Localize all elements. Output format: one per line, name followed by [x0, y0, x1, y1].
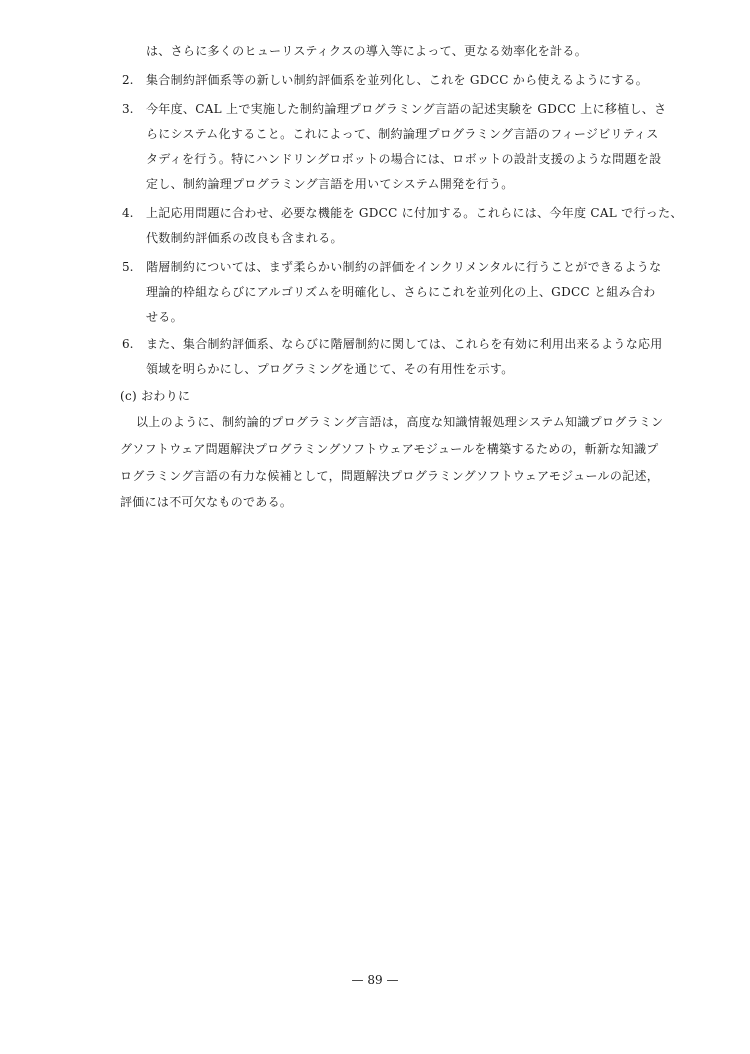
section-line: 評価には不可欠なものである。 [120, 495, 293, 509]
section-line: グソフトウェア問題解決プログラミングソフトウェアモジュールを構築するための，斬新な知識プ [120, 442, 659, 456]
section-heading: (c) おわりに [120, 389, 191, 403]
item-line: 集合制約評価系等の新しい制約評価系を並列化し、これを GDCC から使えるようにする。 [146, 73, 649, 87]
item-line: 代数制約評価系の改良も含まれる。 [146, 231, 343, 245]
item-line: 定し、制約論理プログラミング言語を用いてシステム開発を行う。 [146, 177, 514, 191]
item-line: 領域を明らかにし、プログラミングを通じて、その有用性を示す。 [146, 362, 514, 376]
item-line: また、集合制約評価系、ならびに階層制約に関しては、これらを有効に利用出来るような応用 [146, 337, 663, 351]
item-number: 4. [122, 206, 134, 220]
item-number: 5. [122, 260, 134, 274]
continuation-line: は、さらに多くのヒューリスティクスの導入等によって、更なる効率化を計る。 [146, 44, 588, 58]
item-number: 2. [122, 73, 134, 87]
item-number: 3. [122, 102, 134, 116]
item-line: タディを行う。特にハンドリングロボットの場合には、ロボットの設計支援のような問題を設 [146, 152, 662, 166]
item-line: 上記応用問題に合わせ、必要な機能を GDCC に付加する。これらには、今年度 CAL で行った、 [146, 206, 683, 220]
section-line: ログラミング言語の有力な候補として，問題解決プログラミングソフトウェアモジュールの記述， [120, 469, 660, 483]
item-line: せる。 [146, 310, 183, 324]
item-line: 階層制約については、まず柔らかい制約の評価をインクリメンタルに行うことができるような [146, 260, 662, 274]
page-number: — 89 — [351, 973, 399, 987]
item-line: 今年度、CAL 上で実施した制約論理プログラミング言語の記述実験を GDCC 上に移植し、さ [146, 102, 667, 116]
item-line: 理論的枠組ならびにアルゴリズムを明確化し、さらにこれを並列化の上、GDCC と組み合わ [146, 285, 656, 299]
item-line: らにシステム化すること。これによって、制約論理プログラミング言語のフィージビリティス [146, 127, 659, 141]
item-number: 6. [122, 337, 134, 351]
section-line: 以上のように、制約論的プログラミング言語は，高度な知識情報処理システム知識プログラミン [136, 415, 664, 429]
